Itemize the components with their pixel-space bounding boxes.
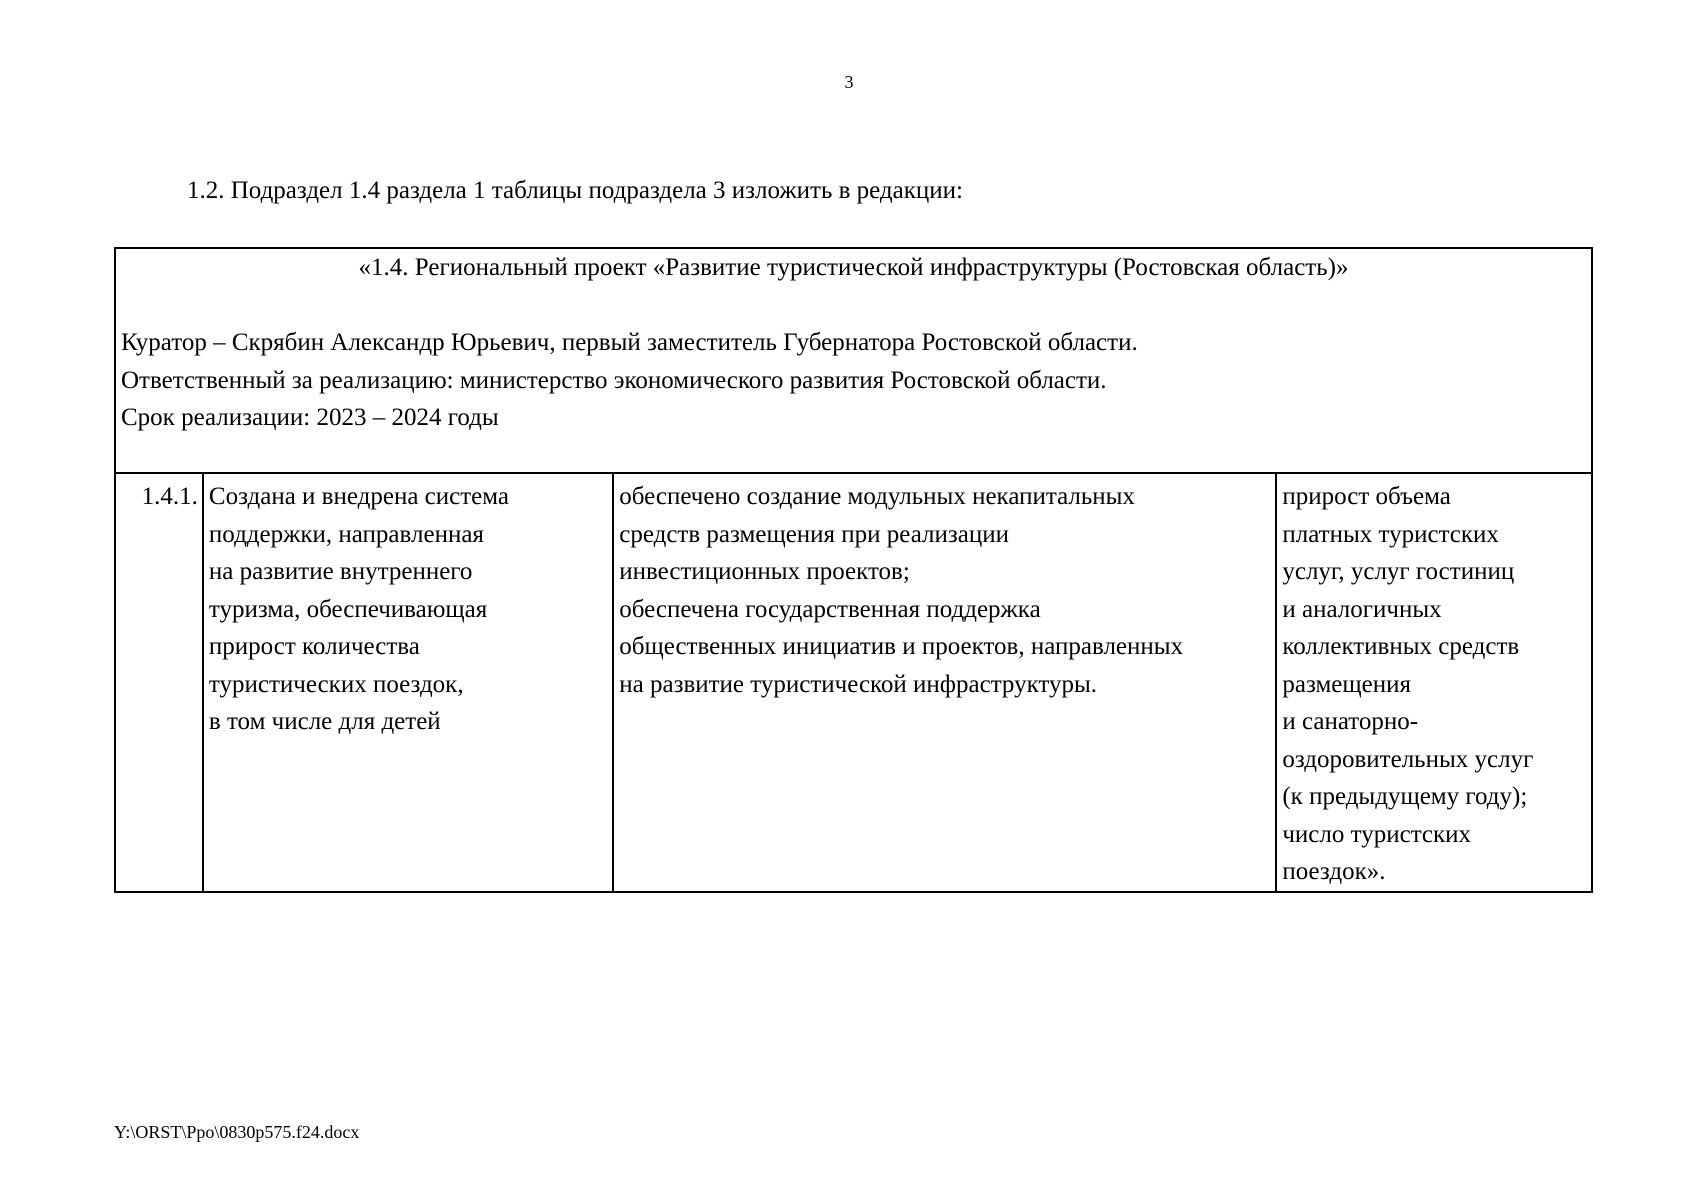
footer-file-path: Y:\ORST\Ppo\0830p575.f24.docx <box>114 1122 360 1142</box>
indicator-line: размещения <box>1282 670 1411 698</box>
table-row <box>115 473 1592 892</box>
curator-line: Куратор – Скрябин Александр Юрьевич, первый заместитель Губернатора Ростовской области. <box>121 329 1138 356</box>
indicator-line: услуг, услуг гостиниц <box>1282 558 1515 585</box>
result-line: обеспечено создание модульных некапитальных <box>619 483 1135 510</box>
task-cell <box>203 473 613 892</box>
indicator-cell <box>1276 473 1592 892</box>
indicator-line: и санаторно- <box>1282 708 1419 735</box>
indicator-line: и аналогичных <box>1282 595 1442 623</box>
indicator-line: оздоровительных услуг <box>1282 745 1534 773</box>
task-line: Создана и внедрена система <box>208 483 510 510</box>
indicator-line: поездок». <box>1282 858 1386 885</box>
result-cell <box>613 473 1276 892</box>
task-line: прирост количества <box>208 633 420 660</box>
task-line: поддержки, направленная <box>208 520 484 548</box>
row-number-cell: 1.4.1. <box>115 473 203 892</box>
indicator-line: число туристских <box>1282 820 1472 848</box>
header-spacer <box>121 286 1586 324</box>
indicator-line: платных туристских <box>1282 520 1499 548</box>
term-line: Срок реализации: 2023 – 2024 годы <box>121 404 499 431</box>
task-line: в том числе для детей <box>208 708 441 735</box>
intro-paragraph: 1.2. Подраздел 1.4 раздела 1 таблицы подраздела 3 изложить в редакции: <box>187 177 963 204</box>
result-line: средств размещения при реализации <box>619 520 1009 548</box>
result-line: общественных инициатив и проектов, направленных <box>619 633 1184 660</box>
page-number: 3 <box>844 72 854 92</box>
indicator-line: (к предыдущему году); <box>1282 783 1528 810</box>
indicator-line: прирост объема <box>1282 483 1451 510</box>
result-line: обеспечена государственная поддержка <box>619 595 1041 623</box>
project-header-row <box>115 248 1592 473</box>
project-header-cell <box>115 248 1592 473</box>
task-line: туристических поездок, <box>208 670 464 698</box>
result-line: инвестиционных проектов; <box>619 558 910 585</box>
task-line: туризма, обеспечивающая <box>208 595 488 623</box>
indicator-line: коллективных средств <box>1282 633 1520 660</box>
responsible-line: Ответственный за реализацию: министерство экономического развития Ростовской области. <box>121 366 1107 394</box>
project-table <box>114 247 1593 893</box>
result-line: на развитие туристической инфраструктуры. <box>619 670 1098 698</box>
project-title: «1.4. Региональный проект «Развитие туристической инфраструктуры (Ростовская область)» <box>358 254 1349 281</box>
task-line: на развитие внутреннего <box>208 558 473 585</box>
